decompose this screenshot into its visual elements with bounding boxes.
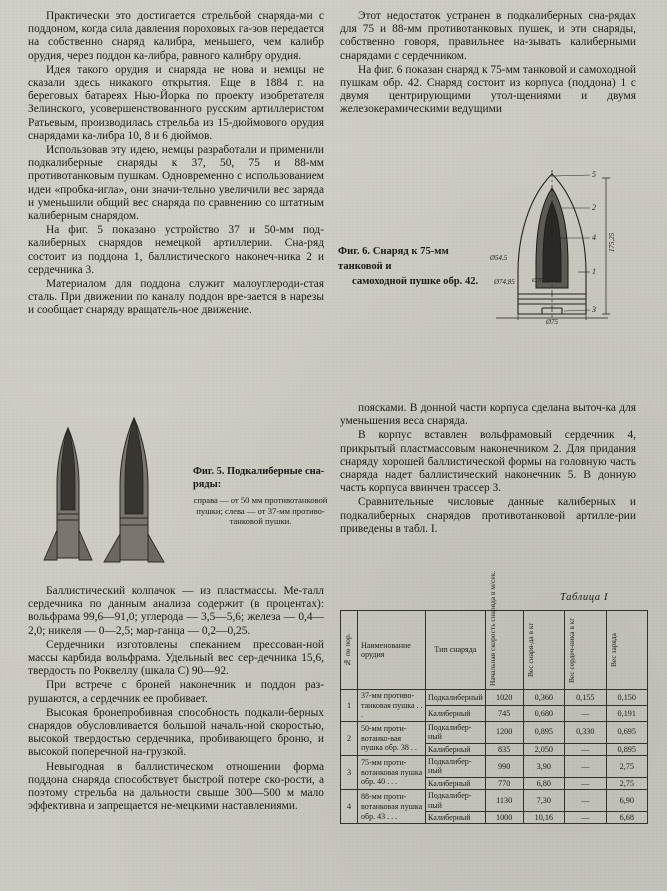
cell-charge-weight: 6,90 bbox=[606, 790, 647, 812]
cell-velocity: 770 bbox=[485, 777, 523, 789]
figure-5-caption bbox=[193, 465, 328, 527]
paragraph: В корпус вставлен вольфрамовый сердечник 4, прикрытый пластмассовым наконечником 2. Для придания снаряду хорошей баллистической формы на головную часть снаряда надет баллистический наконечник 5. В донную часть корпуса ввинчен трассер 3. bbox=[340, 429, 636, 495]
cell-gun: 75-мм проти-вотанковая пушка обр. 40 . . . bbox=[358, 756, 426, 790]
cell-velocity: 1200 bbox=[485, 721, 523, 743]
figure-6-caption bbox=[338, 244, 488, 289]
right-column-top bbox=[340, 10, 636, 118]
figure-5-drawing bbox=[30, 410, 190, 575]
figure-6-caption-line2: самоходной пушке обр. 42. bbox=[352, 276, 479, 287]
cell-charge-weight: 2,75 bbox=[606, 756, 647, 778]
cell-velocity: 835 bbox=[485, 743, 523, 755]
header-shell-weight: Вес снаря-да в кг bbox=[525, 622, 535, 678]
cell-core-weight: — bbox=[565, 777, 606, 789]
cell-core-weight: — bbox=[565, 790, 606, 812]
cell-velocity: 745 bbox=[485, 705, 523, 721]
cell-shell-weight: 3,90 bbox=[523, 756, 564, 778]
cell-charge-weight: 0,150 bbox=[606, 690, 647, 706]
table-header-row bbox=[341, 611, 648, 690]
cell-type: Калиберный bbox=[426, 743, 486, 755]
cell-core-weight: — bbox=[565, 812, 606, 824]
callout-4: 4 bbox=[592, 233, 596, 242]
paragraph: Баллистический колпачок — из пластмассы. Ме-талл сердечника по данным анализа содержит (в процентах): вольфрама 99,6—91,0; углерода — 3,5—5,6; железа — 0,4—2,0; никеля — 0—2,5; мар-ганца — 0,2—0,25. bbox=[28, 585, 324, 637]
paragraph: Невыгодная в баллистическом отношении форма поддона снаряда способствует быстрой потере ско-рости, а поэтому стрельба на дальности свыше 300—500 м мало эффективна и запрещается не-мецкими наставлениями. bbox=[28, 760, 324, 813]
cell-velocity: 1130 bbox=[485, 790, 523, 812]
cell-no: 3 bbox=[341, 756, 358, 790]
svg-text:Ø75: Ø75 bbox=[546, 318, 559, 326]
callout-3: 3 bbox=[592, 305, 596, 314]
header-velocity: Начальная скорость снаряда в м/сек. bbox=[487, 570, 497, 686]
paragraph: Идея такого орудия и снаряда не нова и немцы не сказали здесь никакого открытия. Еще в 1884 г. на береговых батареях Нью-Йорка по проекту изобретателя Зелинского, усовершенствованного русским артиллеристом Ратьевым, производилась стрельба из 15-дюймового орудия снарядами ка-либра 10, 8 и 6 дюймов. bbox=[28, 63, 324, 142]
header-gun: Наименование орудия bbox=[358, 611, 426, 690]
header-charge-weight: Вес заряда bbox=[608, 633, 618, 667]
cell-gun: 37-мм противо-танковая пушка . . . bbox=[358, 690, 426, 722]
cell-charge-weight: 0,191 bbox=[606, 705, 647, 721]
svg-text:Ø54,5: Ø54,5 bbox=[490, 254, 508, 262]
svg-text:Ø74,85: Ø74,85 bbox=[494, 278, 515, 286]
callout-2: 2 bbox=[592, 203, 596, 212]
paragraph: Сравнительные числовые данные калиберных и подкалиберных снарядов противотанковой артилле-рии приведены в табл. I. bbox=[340, 496, 636, 535]
paragraph: Высокая бронепробивная способность подкали-берных снарядов обусловливается большой началь-ной скоростью, высокой твердостью сердечника, пробивающего броню, и высокой поперечной на-грузкой. bbox=[28, 706, 324, 759]
cell-velocity: 1000 bbox=[485, 812, 523, 824]
figure-6-drawing bbox=[488, 168, 650, 326]
cell-shell-weight: 6,80 bbox=[523, 777, 564, 789]
cell-type: Калиберный bbox=[426, 812, 486, 824]
header-type: Тип снаряда bbox=[426, 611, 486, 690]
paragraph: Сердечники изготовлены спеканием прессован-ной массы карбида вольфрама. Удельный вес сер-дечника 15,6, твердость по Роквеллу (шкала С) 90—92. bbox=[28, 638, 324, 678]
paragraph: При встрече с броней наконечник и поддон раз-рушаются, а сердечник ее пробивает. bbox=[28, 679, 324, 705]
cell-velocity: 990 bbox=[485, 756, 523, 778]
paragraph: поясками. В донной части корпуса сделана выточ-ка для уменьшения веса снаряда. bbox=[340, 402, 636, 428]
cell-type: Подкалиберный bbox=[426, 690, 486, 706]
cell-charge-weight: 0,895 bbox=[606, 743, 647, 755]
figure-6-caption-line1: Фиг. 6. Снаряд к 75-мм танковой и bbox=[338, 246, 449, 272]
paragraph: На фиг. 6 показан снаряд к 75-мм танковой и самоходной пушкам обр. 42. Снаряд состоит из корпуса (поддона) 1 с двумя центрирующими утол-щениями и двумя железокерамическими ведущими bbox=[340, 63, 636, 116]
svg-text:Ø70: Ø70 bbox=[532, 277, 544, 284]
figure-5 bbox=[30, 410, 330, 575]
cell-shell-weight: 0,680 bbox=[523, 705, 564, 721]
figure-6 bbox=[338, 168, 650, 328]
cell-no: 4 bbox=[341, 790, 358, 824]
left-column-lower bbox=[28, 585, 324, 814]
figure-5-caption-sub: справа — от 50 мм противотанковой пушки; слева — от 37-мм противо-танковой пушки. bbox=[193, 495, 328, 527]
paragraph: Материалом для поддона служит малоуглероди-стая сталь. При движении по каналу поддон вре-зается в нарезы и сообщает снаряду вращатель-ное движение. bbox=[28, 278, 324, 317]
cell-shell-weight: 2,050 bbox=[523, 743, 564, 755]
cell-velocity: 1020 bbox=[485, 690, 523, 706]
cell-gun: 50-мм проти-вотанко-вая пушка обр. 38 . . bbox=[358, 721, 426, 755]
right-column-mid bbox=[340, 402, 636, 537]
table-body bbox=[341, 690, 648, 824]
cell-charge-weight: 2,75 bbox=[606, 777, 647, 789]
cell-no: 2 bbox=[341, 721, 358, 755]
cell-core-weight: — bbox=[565, 743, 606, 755]
cell-shell-weight: 0,360 bbox=[523, 690, 564, 706]
cell-shell-weight: 10,16 bbox=[523, 812, 564, 824]
paragraph: Использовав эту идею, немцы разработали и применили подкалиберные снаряды к 37, 50, 75 и 88-мм противотанковым пушкам. Одновременно с использованием идеи «пробка-игла», они значи-тельно увеличили вес заряда и уменьшили общий вес снаряда по сравнению со штатным калиберным снарядом. bbox=[28, 144, 324, 223]
cell-charge-weight: 0,695 bbox=[606, 721, 647, 743]
table-row bbox=[341, 721, 648, 743]
figure-5-caption-text: Фиг. 5. Подкалиберные сна-ряды: bbox=[193, 466, 325, 490]
paragraph: Этот недостаток устранен в подкалиберных сна-рядах для 75 и 88-мм противотанковых пушек, и эти снаряды, собственно говоря, правильнее на-зывать калиберными снарядами с сердечником. bbox=[340, 10, 636, 62]
paragraph: На фиг. 5 показано устройство 37 и 50-мм под-калиберных снарядов немецкой артиллерии. Сна-ряд состоит из поддона 1, баллистического наконеч-ника 2 и сердечника 3. bbox=[28, 224, 324, 276]
cell-core-weight: — bbox=[565, 756, 606, 778]
cell-type: Подкалибер-ный bbox=[426, 790, 486, 812]
cell-charge-weight: 6,68 bbox=[606, 812, 647, 824]
cell-no: 1 bbox=[341, 690, 358, 722]
paragraph: Практически это достигается стрельбой снаряда-ми с поддоном, когда сила давления пороховых га-зов передается на собственно снаряд калибра, меньшего, чем калибр орудия, через поддон ка-либра, равного калибру орудия. bbox=[28, 10, 324, 62]
cell-core-weight: 0,330 bbox=[565, 721, 606, 743]
table-row bbox=[341, 756, 648, 778]
table-title: Таблица I bbox=[560, 592, 609, 603]
callout-1: 1 bbox=[592, 267, 596, 276]
svg-text:175,25: 175,25 bbox=[608, 232, 616, 252]
cell-core-weight: 0,155 bbox=[565, 690, 606, 706]
cell-core-weight: — bbox=[565, 705, 606, 721]
cell-shell-weight: 7,30 bbox=[523, 790, 564, 812]
table-row bbox=[341, 790, 648, 812]
cell-gun: 88-мм проти-вотанковая пушка обр. 43 . . . bbox=[358, 790, 426, 824]
left-column-top bbox=[28, 10, 324, 360]
cell-type: Подкалибер-ный bbox=[426, 756, 486, 778]
header-no: № по пор. bbox=[343, 633, 352, 667]
header-core-weight: Вес сердеч-ника в кг bbox=[567, 617, 577, 683]
cell-type: Подкалибер-ный bbox=[426, 721, 486, 743]
cell-shell-weight: 0,895 bbox=[523, 721, 564, 743]
table-row bbox=[341, 690, 648, 706]
cell-type: Калиберный bbox=[426, 777, 486, 789]
callout-5: 5 bbox=[592, 170, 596, 179]
cell-type: Калиберный bbox=[426, 705, 486, 721]
